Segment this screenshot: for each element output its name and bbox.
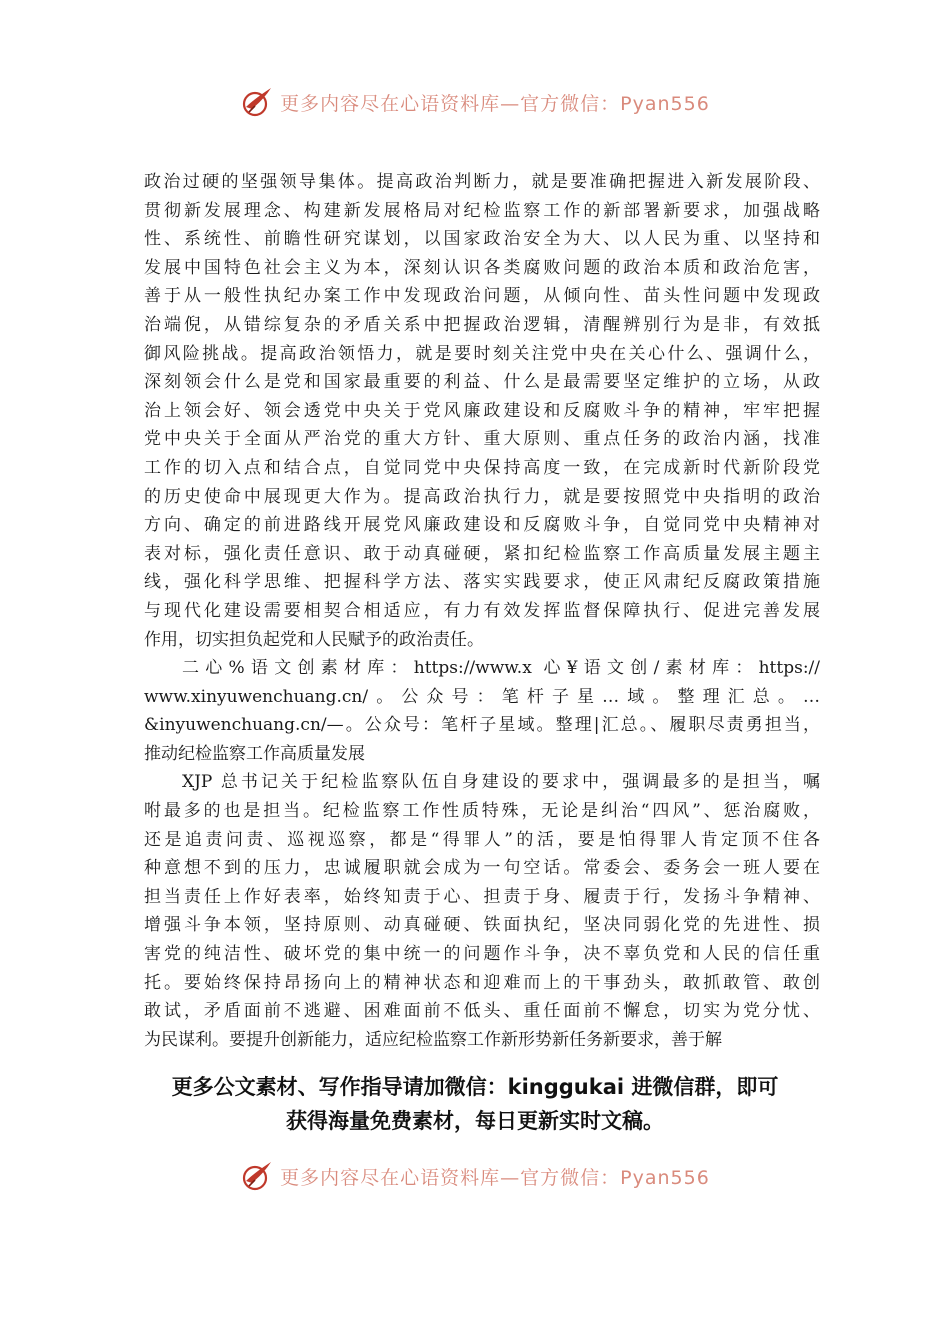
quill-logo-icon bbox=[240, 85, 274, 119]
text-line: 种意想不到的压力，忠诚履职就会成为一句空话。常委会、委务会一班人要在 bbox=[144, 858, 820, 879]
text-line: 方向、确定的前进路线开展党风廉政建设和反腐败斗争，自觉同党中央精神对 bbox=[144, 515, 820, 536]
text-line: 表对标，强化责任意识、敢于动真碰硬，紧扣纪检监察工作高质量发展主题主 bbox=[144, 543, 820, 564]
promo-notice-line: 获得海量免费素材，每日更新实时文稿。 bbox=[286, 1109, 664, 1133]
text-line: 托。要始终保持昂扬向上的精神状态和迎难而上的干事劲头，敢抓敢管、敢创 bbox=[144, 972, 820, 993]
text-line: 贯彻新发展理念、构建新发展格局对纪检监察工作的新部署新要求，加强战略 bbox=[144, 200, 820, 221]
paragraph bbox=[144, 168, 820, 654]
text-line: 的历史使命中展现更大作为。提高政治执行力，就是要按照党中央指明的政治 bbox=[144, 486, 820, 507]
text-line: 性、系统性、前瞻性研究谋划，以国家政治安全为大、以人民为重、以坚持和 bbox=[144, 229, 820, 250]
text-line: 线，强化科学思维、把握科学方法、落实实践要求，使正风肃纪反腐政策措施 bbox=[144, 572, 820, 593]
text-line: 治端倪，从错综复杂的矛盾关系中把握政治逻辑，清醒辨别行为是非，有效抵 bbox=[144, 314, 820, 335]
text-line: 二心%语文创素材库：https://www.x 心¥语文创/素材库：https:// bbox=[182, 658, 820, 679]
promo-notice bbox=[0, 1070, 950, 1138]
text-line: &inyuwenchuang.cn/—。公众号：笔杆子星域。整理|汇总。、履职尽责勇担当， bbox=[144, 715, 820, 736]
header-banner-handle: Pyan556 bbox=[620, 92, 710, 115]
text-line: 作用，切实担负起党和人民赋予的政治责任。 bbox=[144, 629, 484, 650]
text-line: 与现代化建设需要相契合相适应，有力有效发挥监督保障执行、促进完善发展 bbox=[144, 600, 820, 621]
paragraph bbox=[144, 654, 820, 768]
header-banner-text: 更多内容尽在心语资料库—官方微信：Pyan556 bbox=[280, 92, 710, 115]
text-line: 害党的纯洁性、破坏党的集中统一的问题作斗争，决不辜负党和人民的信任重 bbox=[144, 944, 820, 965]
footer-watermark-banner bbox=[0, 1156, 950, 1196]
text-line: 敢试，矛盾面前不逃避、困难面前不低头、重任面前不懈怠，切实为党分忧、 bbox=[144, 1001, 820, 1022]
text-line: 担当责任上作好表率，始终知责于心、担责于身、履责于行，发扬斗争精神、 bbox=[144, 886, 820, 907]
footer-banner-text: 更多内容尽在心语资料库—官方微信：Pyan556 bbox=[280, 1166, 710, 1189]
footer-banner-handle: Pyan556 bbox=[620, 1166, 710, 1189]
text-line: 还是追责问责、巡视巡察，都是“得罪人”的活，要是怕得罪人肯定顶不住各 bbox=[144, 829, 820, 850]
text-line: 政治过硬的坚强领导集体。提高政治判断力，就是要准确把握进入新发展阶段、 bbox=[144, 172, 820, 192]
text-line: 工作的切入点和结合点，自觉同党中央保持高度一致，在完成新时代新阶段党 bbox=[144, 457, 820, 478]
text-line: 增强斗争本领，坚持原则、动真碰硬、铁面执纪，坚决同弱化党的先进性、损 bbox=[144, 915, 820, 936]
paragraph bbox=[144, 768, 820, 1054]
text-line: 治上领会好、领会透党中央关于党风廉政建设和反腐败斗争的精神，牢牢把握 bbox=[144, 400, 820, 421]
text-line: 为民谋利。要提升创新能力，适应纪检监察工作新形势新任务新要求，善于解 bbox=[144, 1029, 722, 1050]
text-line: 发展中国特色社会主义为本，深刻认识各类腐败问题的政治本质和政治危害， bbox=[144, 257, 820, 278]
text-line: 深刻领会什么是党和国家最重要的利益、什么是最需要坚定维护的立场，从政 bbox=[144, 372, 820, 393]
header-watermark-banner bbox=[0, 82, 950, 122]
document-body bbox=[144, 168, 820, 1054]
text-line: 御风险挑战。提高政治领悟力，就是要时刻关注党中央在关心什么、强调什么， bbox=[144, 343, 820, 364]
text-line: www.xinyuwenchuang.cn/。公众号：笔杆子星…域。整理汇总。… bbox=[144, 686, 820, 707]
text-line: 善于从一般性执纪办案工作中发现政治问题，从倾向性、苗头性问题中发现政 bbox=[144, 286, 820, 307]
promo-notice-line: 更多公文素材、写作指导请加微信：kinggukai 进微信群，即可 bbox=[171, 1075, 779, 1099]
quill-logo-icon bbox=[240, 1159, 274, 1193]
text-line: XJP 总书记关于纪检监察队伍自身建设的要求中，强调最多的是担当，嘱 bbox=[182, 772, 820, 793]
text-line: 推动纪检监察工作高质量发展 bbox=[144, 743, 365, 764]
text-line: 咐最多的也是担当。纪检监察工作性质特殊，无论是纠治“四风”、惩治腐败， bbox=[144, 801, 820, 822]
text-line: 党中央关于全面从严治党的重大方针、重大原则、重点任务的政治内涵，找准 bbox=[144, 429, 820, 450]
